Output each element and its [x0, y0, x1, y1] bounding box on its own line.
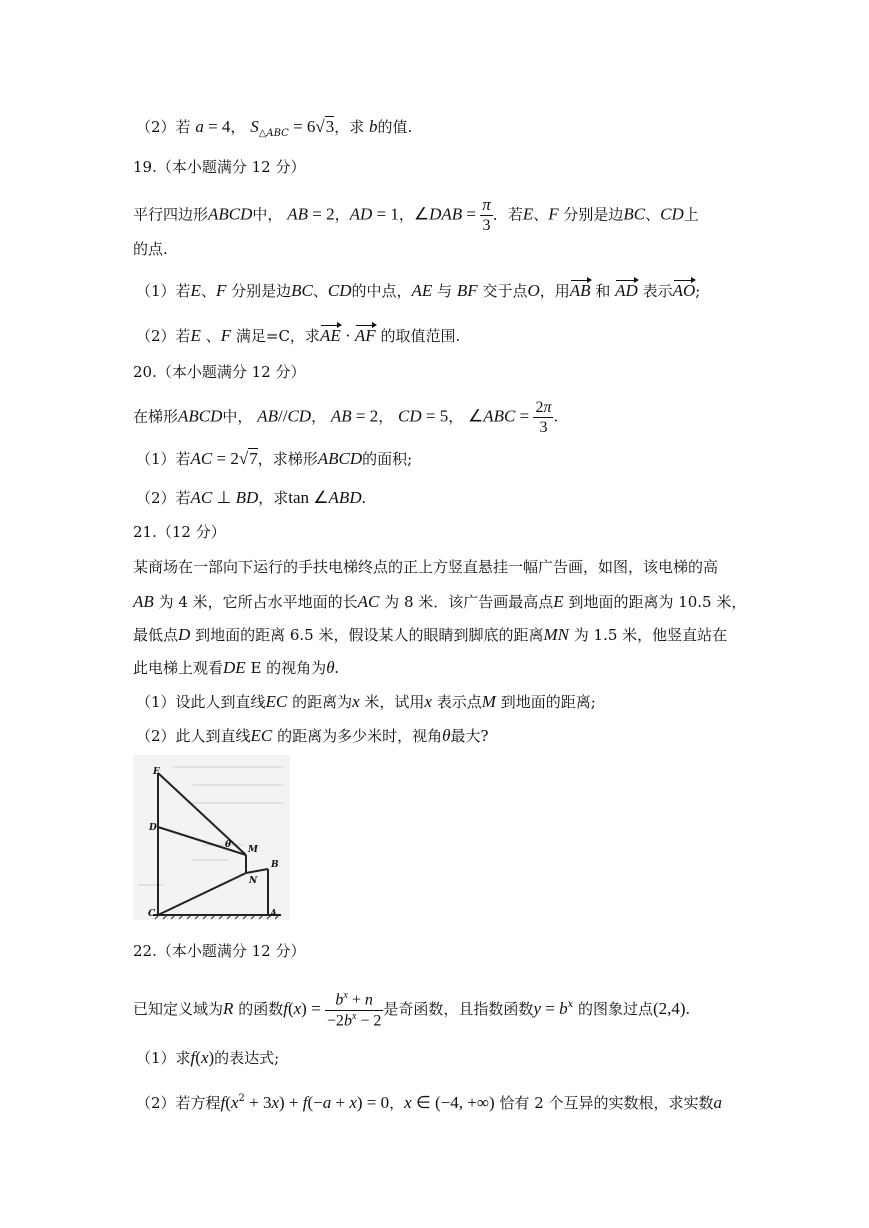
q21-line2: AB 为 4 米，它所占水平地面的长AC 为 8 米．该广告画最高点E 到地面的距离为 10.5 米， — [133, 592, 747, 611]
q21-line1: 某商场在一部向下运行的手扶电梯终点的正上方竖直悬挂一幅广告画，如图，该电梯的高 — [133, 558, 719, 576]
q19-stem-cont: 的点. — [133, 240, 168, 258]
fig-label-n: N — [249, 876, 258, 886]
q19-part2: （2）若E 、F 满足=C，求AE · AF 的取值范围. — [136, 326, 461, 345]
q20-part2: （2）若AC ⊥ BD，求tan ∠ABD. — [136, 488, 366, 507]
fig-label-c: C — [148, 909, 156, 919]
fig-label-m: M — [248, 845, 258, 855]
q19-part1: （1）若E、F 分别是边BC、CD的中点，AE 与 BF 交于点O，用AB 和 AD 表示AO; — [136, 281, 701, 300]
q20-stem: 在梯形ABCD中， AB//CD， AB = 2， CD = 5， ∠ABC = $\frac{2\pi}{3}$ . — [133, 399, 559, 437]
q21-line4: 此电梯上观看DE E 的视角为θ. — [133, 658, 339, 677]
q21-line3: 最低点D 到地面的距离 6.5 米，假设某人的眼睛到脚底的距离MN 为 1.5 米，他竖直站在 — [133, 625, 728, 644]
q20-part1: （1）若AC = 2√7，求梯形ABCD的面积; — [136, 449, 413, 468]
q22-stem: 已知定义域为R 的函数f(x) = $\frac{b^x + n}{-2b^x - 2}$ 是奇函数，且指数函数$y = b^x$ 的图象过点(2,4). — [133, 990, 690, 1029]
fig-label-theta: θ — [225, 840, 232, 850]
q21-part2: （2）此人到直线EC 的距离为多少米时，视角θ最大? — [136, 726, 489, 745]
q18-part2: （2）若 a = 4， $S_{\triangle ABC} = 6√3$，求 b的值. — [136, 117, 413, 139]
fig-label-b: B — [271, 860, 279, 870]
q22-part1: （1）求f(x)的表达式; — [136, 1048, 280, 1067]
q22-header: 22.（本小题满分 12 分） — [133, 942, 306, 960]
escalator-figure — [133, 755, 290, 920]
fig-label-e: E — [153, 767, 160, 777]
fig-label-d: D — [149, 823, 157, 833]
q19-stem: 平行四边形ABCD中， AB = 2，AD = 1，∠DAB = $\frac{\pi}{3}$ ．若E、F 分别是边BC、CD上 — [133, 195, 699, 235]
q19-header: 19.（本小题满分 12 分） — [133, 158, 306, 176]
q22-part2: （2）若方程$f(x^2 + 3x) + f(-a + x) = 0$，x ∈ (−4, +∞) 恰有 2 个互异的实数根，求实数a — [136, 1093, 723, 1112]
q20-header: 20.（本小题满分 12 分） — [133, 363, 306, 381]
q21-header: 21.（12 分） — [133, 523, 226, 541]
q21-part1: （1）设此人到直线EC 的距离为x 米，试用x 表示点M 到地面的距离; — [136, 692, 596, 711]
fig-label-a: A — [270, 909, 277, 919]
